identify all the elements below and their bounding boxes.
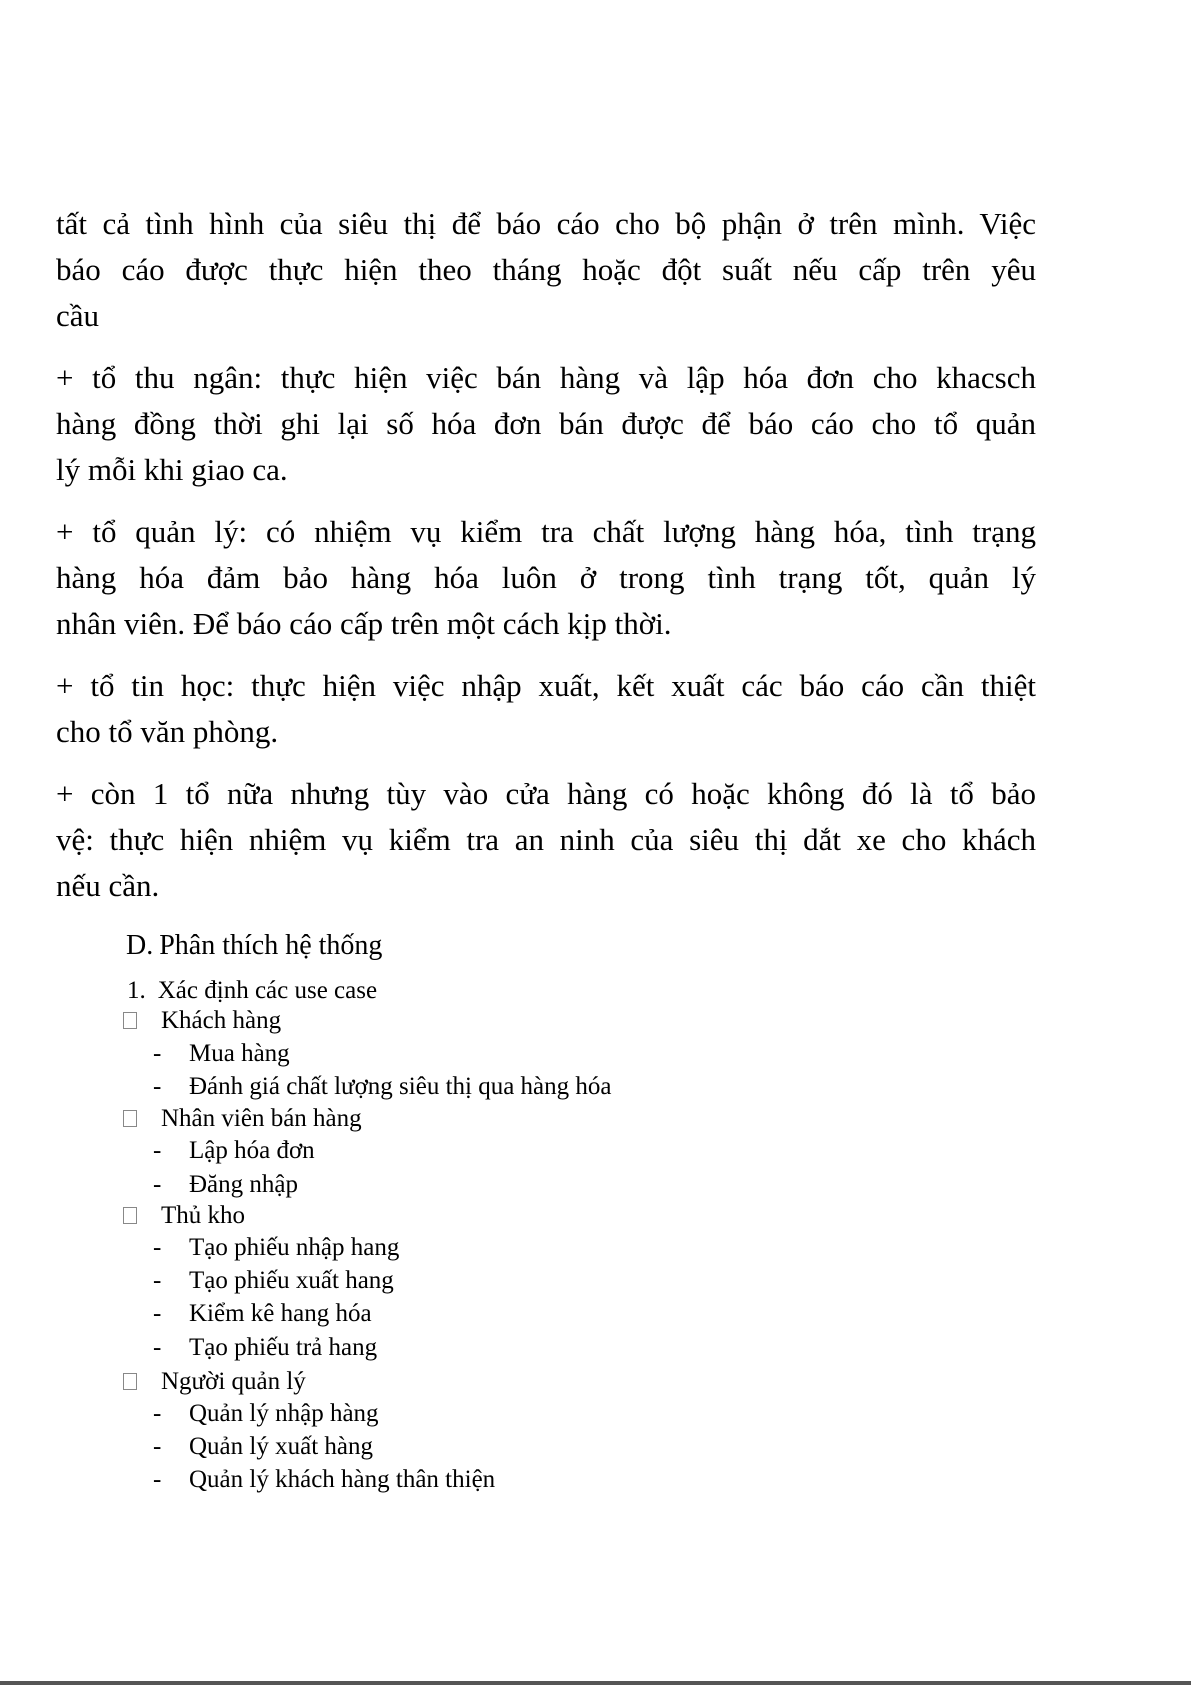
dash-bullet: -: [153, 1466, 162, 1493]
paragraph-report-duty: [56, 201, 1036, 339]
dash-bullet: -: [153, 1234, 162, 1261]
use-case-label: Tạo phiếu trả hang: [189, 1334, 378, 1361]
use-case-label: Kiểm kê hang hóa: [189, 1300, 372, 1327]
text-line: + tổ quản lý: có nhiệm vụ kiểm tra chất lượng hàng hóa, tình trạng: [56, 514, 1036, 549]
text-line: cầu: [56, 298, 100, 333]
section-title: Phân thích hệ thống: [159, 930, 383, 961]
checkbox-bullet-icon: [123, 1110, 137, 1127]
actor-name: Khách hàng: [161, 1007, 282, 1034]
page-bottom-edge: [0, 1681, 1191, 1685]
use-case-label: Đánh giá chất lượng siêu thị qua hàng hóa: [189, 1073, 612, 1100]
actor-item: [123, 1367, 306, 1397]
use-case-label: Tạo phiếu xuất hang: [189, 1267, 394, 1294]
dash-bullet: -: [153, 1334, 162, 1361]
subsection-number: 1.: [127, 977, 146, 1004]
actor-item: [123, 1006, 281, 1036]
dash-bullet: -: [153, 1040, 162, 1067]
paragraph-it-team: [56, 663, 1036, 755]
use-case-item: [153, 1333, 377, 1363]
text-line: + tổ thu ngân: thực hiện việc bán hàng và lập hóa đơn cho khacsch: [56, 360, 1036, 395]
use-case-item: [153, 1465, 495, 1495]
use-case-label: Quản lý xuất hàng: [189, 1433, 373, 1460]
use-case-label: Mua hàng: [189, 1040, 290, 1067]
use-case-item: [153, 1136, 315, 1166]
use-case-item: [153, 1299, 372, 1329]
actor-name: Người quản lý: [161, 1368, 306, 1395]
section-heading: [126, 928, 382, 964]
dash-bullet: -: [153, 1073, 162, 1100]
paragraph-management-team: [56, 509, 1036, 647]
actor-item: [123, 1104, 362, 1134]
dash-bullet: -: [153, 1137, 162, 1164]
subsection-heading: [127, 976, 377, 1006]
use-case-item: [153, 1170, 298, 1200]
actor-name: Thủ kho: [161, 1202, 246, 1229]
use-case-label: Tạo phiếu nhập hang: [189, 1234, 400, 1261]
use-case-item: [153, 1266, 394, 1296]
use-case-label: Quản lý nhập hàng: [189, 1400, 379, 1427]
checkbox-bullet-icon: [123, 1207, 137, 1224]
paragraph-security-team: [56, 771, 1036, 909]
text-line: tất cả tình hình của siêu thị để báo cáo cho bộ phận ở trên mình. Việc: [56, 206, 1036, 241]
text-line: + còn 1 tổ nữa nhưng tùy vào cửa hàng có hoặc không đó là tổ bảo: [56, 776, 1036, 811]
subsection-title: Xác định các use case: [157, 977, 378, 1004]
use-case-item: [153, 1432, 373, 1462]
text-line: lý mỗi khi giao ca.: [56, 452, 288, 487]
use-case-item: [153, 1072, 612, 1102]
text-line: + tổ tin học: thực hiện việc nhập xuất, kết xuất các báo cáo cần thiệt: [56, 668, 1036, 703]
dash-bullet: -: [153, 1400, 162, 1427]
dash-bullet: -: [153, 1300, 162, 1327]
text-line: nhân viên. Để báo cáo cấp trên một cách kịp thời.: [56, 606, 672, 641]
text-line: cho tổ văn phòng.: [56, 714, 279, 749]
use-case-label: Quản lý khách hàng thân thiện: [189, 1466, 496, 1493]
use-case-item: [153, 1039, 290, 1069]
actor-name: Nhân viên bán hàng: [161, 1105, 362, 1132]
dash-bullet: -: [153, 1171, 162, 1198]
section-label: D.: [126, 930, 154, 961]
actor-item: [123, 1201, 245, 1231]
text-line: hàng đồng thời ghi lại số hóa đơn bán được để báo cáo cho tổ quản: [56, 406, 1036, 441]
text-line: nếu cần.: [56, 868, 160, 903]
use-case-item: [153, 1233, 399, 1263]
text-line: báo cáo được thực hiện theo tháng hoặc đột suất nếu cấp trên yêu: [56, 252, 1036, 287]
dash-bullet: -: [153, 1267, 162, 1294]
text-line: vệ: thực hiện nhiệm vụ kiểm tra an ninh của siêu thị dắt xe cho khách: [56, 822, 1036, 857]
checkbox-bullet-icon: [123, 1373, 137, 1390]
dash-bullet: -: [153, 1433, 162, 1460]
text-line: hàng hóa đảm bảo hàng hóa luôn ở trong tình trạng tốt, quản lý: [56, 560, 1036, 595]
paragraph-cashier-team: [56, 355, 1036, 493]
use-case-item: [153, 1399, 379, 1429]
use-case-label: Lập hóa đơn: [189, 1137, 315, 1164]
use-case-label: Đăng nhập: [189, 1171, 298, 1198]
checkbox-bullet-icon: [123, 1012, 137, 1029]
